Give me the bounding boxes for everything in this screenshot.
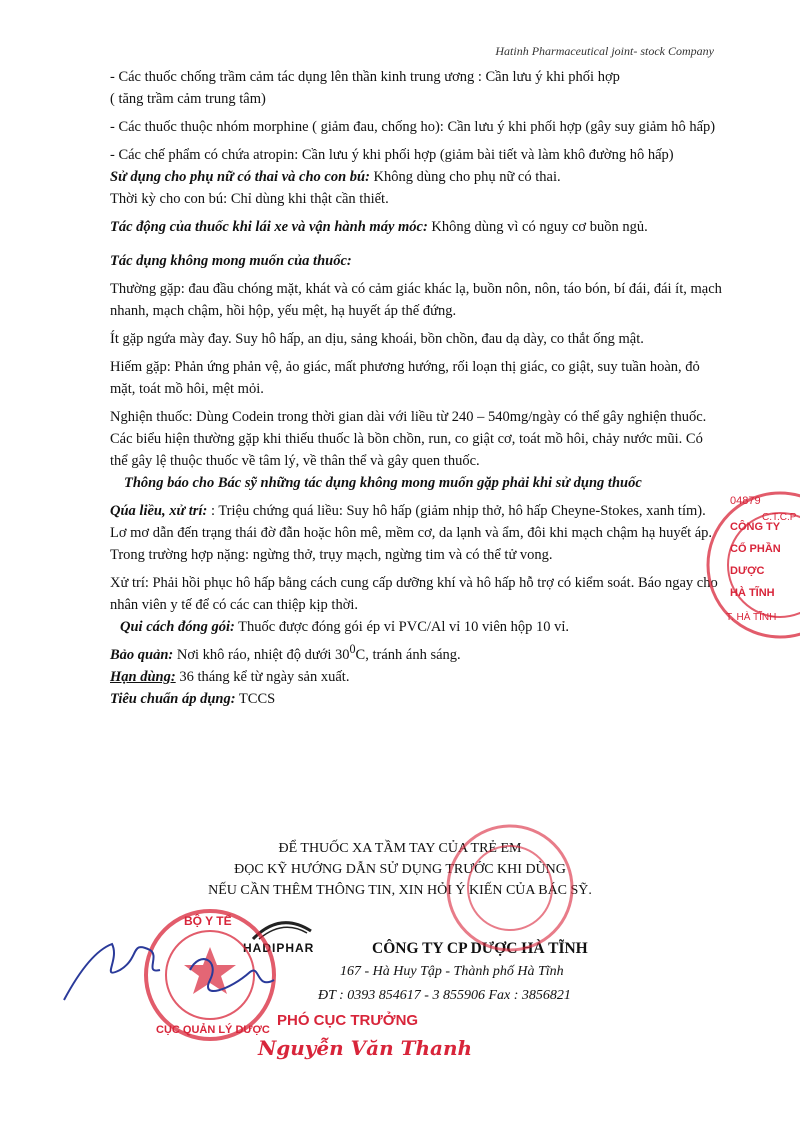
warning-read-instructions: ĐỌC KỸ HƯỚNG DẪN SỬ DỤNG TRƯỚC KHI DÙNG <box>234 862 566 877</box>
stamp-ring-text: C.T.C.P <box>762 512 797 523</box>
side-effects-addiction: Nghiện thuốc: Dùng Codein trong thời gian dài với liều từ 240 – 540mg/ngày có thể gây nghiện thuốc. Các biểu hiện thường gặp khi thiếu thuốc là bồn chồn, run, co giật cơ, toát mồ hôi, chảy nước mũi. Có thể gây lệ thuộc thuốc về tâm lý, về thân thể và gây quen thuốc. <box>110 409 707 469</box>
signature-scribble-icon <box>60 930 280 1020</box>
company-name: CÔNG TY CP DƯỢC HÀ TĨNH <box>372 940 588 957</box>
driving-label: Tác động của thuốc khi lái xe và vận hành máy móc: <box>110 219 428 235</box>
side-effects-uncommon: Ít gặp ngứa mày đay. Suy hô hấp, an dịu, sảng khoái, bồn chồn, đau dạ dày, co thắt ống mật. <box>110 331 644 347</box>
company-address: 167 - Hà Huy Tập - Thành phố Hà Tĩnh <box>340 964 564 979</box>
overdose-section <box>110 500 722 566</box>
storage-degree: 0 <box>349 642 356 656</box>
side-effects-common: Thường gặp: đau đầu chóng mặt, khát và có cảm giác khác lạ, buồn nôn, nôn, táo bón, bí đái, đái ít, mạch nhanh, mạch chậm, hồi hộp, yếu mệt, hạ huyết áp thế đứng. <box>110 281 722 319</box>
standard-text: TCCS <box>235 690 276 707</box>
interaction-antidepressant-note: ( tăng trầm cảm trung tâm) <box>110 91 266 107</box>
interaction-antidepressant: - Các thuốc chống trầm cảm tác dụng lên thần kinh trung ương : Cần lưu ý khi phối hợp <box>110 69 620 85</box>
ministry-stamp-top: BỘ Y TẾ <box>184 914 232 928</box>
stamp-inner-1: CÔNG TY <box>730 521 781 533</box>
interaction-atropine: - Các chế phẩm có chứa atropin: Cần lưu ý khi phối hợp (giảm bài tiết và làm khô đường hô hấp) <box>110 147 674 163</box>
packaging-label: Qui cách đóng gói: <box>120 619 235 635</box>
nursing-text: Thời kỳ cho con bú: Chỉ dùng khi thật cần thiết. <box>110 191 389 207</box>
hadiphar-logo-text: HADIPHAR <box>243 941 315 955</box>
interaction-morphine: - Các thuốc thuộc nhóm morphine ( giảm đau, chống ho): Cần lưu ý khi phối hợp (gây suy giảm hô hấp) <box>110 119 716 135</box>
storage-text-end: C, tránh ánh sáng. <box>355 646 461 663</box>
pregnancy-text: Không dùng cho phụ nữ có thai. <box>369 169 561 185</box>
company-stamp-partial-icon <box>690 480 800 650</box>
leaflet-body <box>110 66 722 710</box>
stamp-inner-2: CỔ PHẦN <box>730 543 781 555</box>
signatory-name: Nguyễn Văn Thanh <box>258 1036 473 1060</box>
overdose-text: : Triệu chứng quá liều: Suy hô hấp (giảm nhịp thở, hô hấp Cheyne-Stokes, xanh tím). Lơ mơ dẫn đến trạng thái đờ đẫn hoặc hôn mê, mềm cơ, da lạnh và ẩm, đôi khi mạch chậm hạ huyết áp. Trong trường hợp nặng: ngừng thở, trụy mạch, ngừng tim và có thể tử vong. <box>110 503 713 563</box>
expiry-text: 36 tháng kể từ ngày sản xuất. <box>175 668 350 685</box>
overdose-label: Qúa liều, xử trí: <box>110 503 208 519</box>
storage-text: Nơi khô ráo, nhiệt độ dưới 30 <box>173 646 350 663</box>
side-effects-label: Tác dụng không mong muốn của thuốc: <box>110 253 352 269</box>
pregnancy-section <box>110 166 722 188</box>
stamp-inner-4: HÀ TĨNH <box>730 587 775 599</box>
company-stamp-lower-icon <box>440 818 580 958</box>
stamp-ring-bottom: T. HÀ TĨNH <box>726 612 777 623</box>
company-header: Hatinh Pharmaceutical joint- stock Company <box>495 44 714 58</box>
expiry-label: Hạn dùng: <box>110 668 176 685</box>
warning-ask-doctor: NẾU CẦN THÊM THÔNG TIN, XIN HỎI Ý KIẾN CỦA BÁC SỸ. <box>208 883 592 898</box>
warning-block <box>0 838 800 901</box>
overdose-treatment: Xử trí: Phải hồi phục hô hấp bằng cách cung cấp dưỡng khí và hô hấp hỗ trợ có kiểm soát. Báo ngay cho nhân viên y tế để có các can thiệp kịp thời. <box>110 575 718 613</box>
packaging-text: Thuốc được đóng gói ép vỉ PVC/Al vỉ 10 viên hộp 10 vỉ. <box>234 619 570 635</box>
stamp-code: 04879 <box>730 495 761 507</box>
side-effects-rare: Hiếm gặp: Phản ứng phản vệ, ảo giác, mất phương hướng, rối loạn thị giác, co giật, suy tuần hoàn, đỏ mặt, toát mồ hôi, mệt mỏi. <box>110 359 700 397</box>
storage-section <box>110 638 722 666</box>
company-phone: ĐT : 0393 854617 - 3 855906 Fax : 3856821 <box>318 988 571 1003</box>
expiry-section <box>110 666 722 688</box>
standard-section <box>110 688 722 710</box>
driving-text: Không dùng vì có nguy cơ buồn ngủ. <box>427 219 648 235</box>
standard-label: Tiêu chuẩn áp dụng: <box>110 690 236 707</box>
storage-label: Bảo quản: <box>110 646 174 663</box>
warning-children: ĐỂ THUỐC XA TẦM TAY CỦA TRẺ EM <box>278 841 522 856</box>
packaging-section <box>110 616 722 638</box>
ministry-stamp-bottom: CỤC QUẢN LÝ DƯỢC <box>156 1024 270 1036</box>
deputy-director-title: PHÓ CỤC TRƯỞNG <box>277 1012 419 1029</box>
driving-section <box>110 216 722 238</box>
doctor-notice: Thông báo cho Bác sỹ những tác dụng không mong muốn gặp phải khi sử dụng thuốc <box>124 475 642 491</box>
pregnancy-label: Sử dụng cho phụ nữ có thai và cho con bú: <box>110 169 370 185</box>
stamp-inner-3: DƯỢC <box>730 565 765 577</box>
